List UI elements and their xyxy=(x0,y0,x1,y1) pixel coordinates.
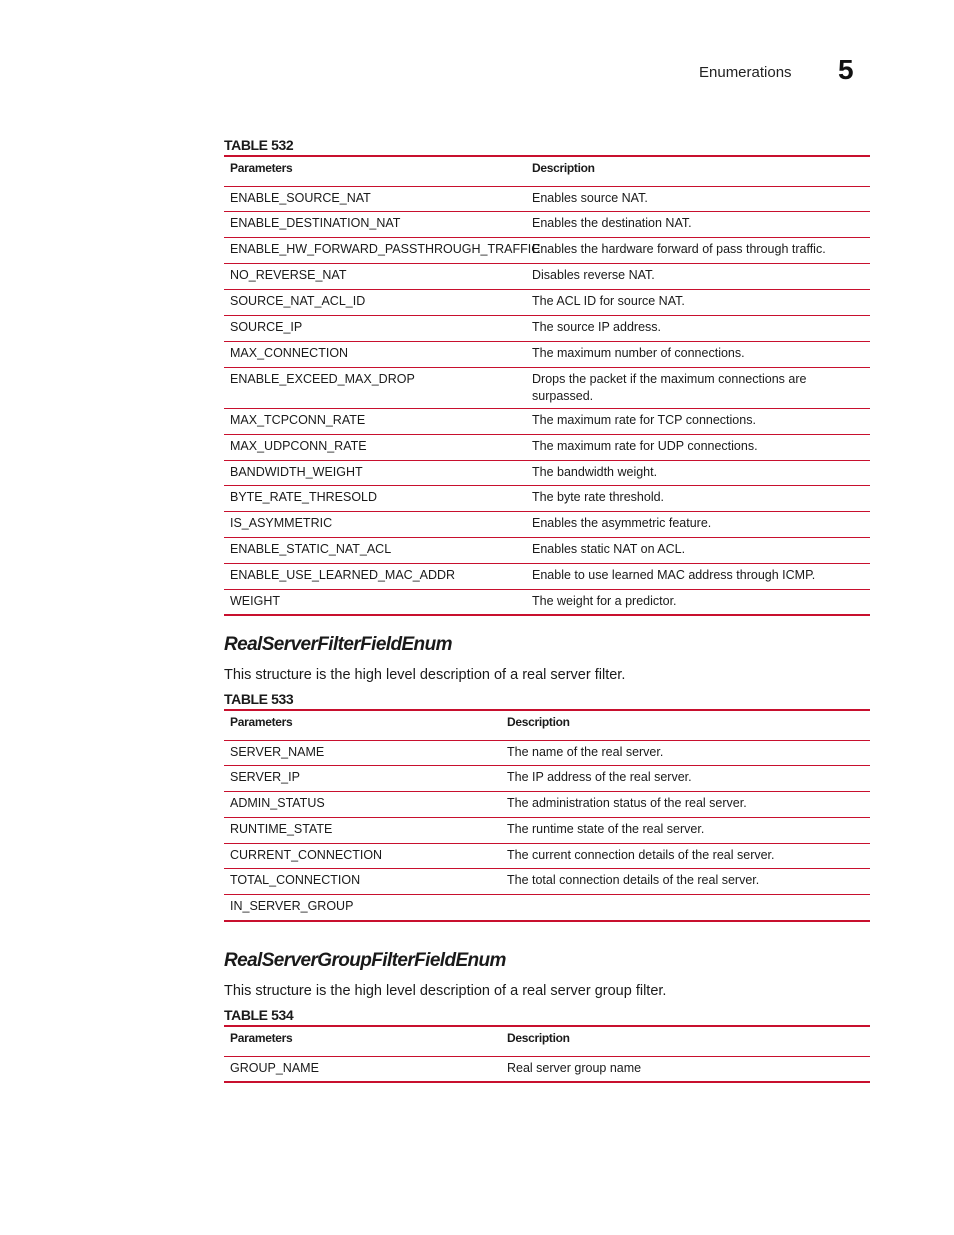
parameter-cell: BANDWIDTH_WEIGHT xyxy=(224,460,526,486)
table-row xyxy=(224,315,870,341)
table-row xyxy=(224,1056,870,1082)
table-row xyxy=(224,460,870,486)
parameter-cell: CURRENT_CONNECTION xyxy=(224,843,501,869)
table-row xyxy=(224,186,870,212)
parameter-cell: NO_REVERSE_NAT xyxy=(224,264,526,290)
parameter-cell: SERVER_IP xyxy=(224,766,501,792)
table-row xyxy=(224,589,870,615)
table-row xyxy=(224,212,870,238)
description-cell: The IP address of the real server. xyxy=(501,766,870,792)
description-cell: Drops the packet if the maximum connections are surpassed. xyxy=(526,367,870,408)
parameter-cell: SOURCE_NAT_ACL_ID xyxy=(224,290,526,316)
description-cell: The runtime state of the real server. xyxy=(501,817,870,843)
table-header-row xyxy=(224,1026,870,1056)
description-cell: Enables static NAT on ACL. xyxy=(526,538,870,564)
table-row xyxy=(224,408,870,434)
table-caption: TABLE 534 xyxy=(224,1007,294,1023)
section-heading: RealServerFilterFieldEnum xyxy=(224,634,452,655)
parameter-cell: IN_SERVER_GROUP xyxy=(224,895,501,921)
description-cell: The name of the real server. xyxy=(501,740,870,766)
description-cell: The maximum rate for UDP connections. xyxy=(526,434,870,460)
column-header-description: Description xyxy=(526,156,870,186)
description-cell: Disables reverse NAT. xyxy=(526,264,870,290)
column-header-parameters: Parameters xyxy=(224,710,501,740)
section-intro: This structure is the high level description of a real server filter. xyxy=(224,667,626,683)
table-row xyxy=(224,367,870,408)
description-cell: The administration status of the real server. xyxy=(501,792,870,818)
section-realserverfilterfieldenum xyxy=(224,631,870,922)
running-head: Enumerations xyxy=(699,64,792,81)
table-row xyxy=(224,486,870,512)
parameter-cell: TOTAL_CONNECTION xyxy=(224,869,501,895)
table-row xyxy=(224,538,870,564)
table-532 xyxy=(224,155,870,616)
column-header-parameters: Parameters xyxy=(224,1026,501,1056)
description-cell: Enables the asymmetric feature. xyxy=(526,512,870,538)
table-row xyxy=(224,817,870,843)
table-row xyxy=(224,792,870,818)
parameter-cell: WEIGHT xyxy=(224,589,526,615)
parameter-cell: MAX_CONNECTION xyxy=(224,341,526,367)
description-cell: The maximum number of connections. xyxy=(526,341,870,367)
description-cell: Real server group name xyxy=(501,1056,870,1082)
parameter-cell: ENABLE_USE_LEARNED_MAC_ADDR xyxy=(224,564,526,590)
description-cell: Enables the destination NAT. xyxy=(526,212,870,238)
parameter-cell: SERVER_NAME xyxy=(224,740,501,766)
table-row xyxy=(224,869,870,895)
section-realservergroupfilterfieldenum xyxy=(224,947,870,1083)
parameter-cell: ENABLE_EXCEED_MAX_DROP xyxy=(224,367,526,408)
parameter-cell: ENABLE_DESTINATION_NAT xyxy=(224,212,526,238)
table-row xyxy=(224,264,870,290)
table-row xyxy=(224,766,870,792)
description-cell: The bandwidth weight. xyxy=(526,460,870,486)
section-heading: RealServerGroupFilterFieldEnum xyxy=(224,950,506,971)
column-header-description: Description xyxy=(501,710,870,740)
table-caption: TABLE 533 xyxy=(224,691,294,707)
table-row xyxy=(224,238,870,264)
parameter-cell: RUNTIME_STATE xyxy=(224,817,501,843)
description-cell: Enables source NAT. xyxy=(526,186,870,212)
table-row xyxy=(224,290,870,316)
table-row xyxy=(224,895,870,921)
table-header-row xyxy=(224,710,870,740)
column-header-parameters: Parameters xyxy=(224,156,526,186)
parameter-cell: GROUP_NAME xyxy=(224,1056,501,1082)
table-532-block xyxy=(224,135,870,616)
parameter-cell: ENABLE_SOURCE_NAT xyxy=(224,186,526,212)
parameter-cell: BYTE_RATE_THRESOLD xyxy=(224,486,526,512)
section-intro: This structure is the high level description of a real server group filter. xyxy=(224,983,667,999)
description-cell: The source IP address. xyxy=(526,315,870,341)
table-row xyxy=(224,564,870,590)
table-header-row xyxy=(224,156,870,186)
description-cell xyxy=(501,895,870,921)
parameter-cell: SOURCE_IP xyxy=(224,315,526,341)
parameter-cell: IS_ASYMMETRIC xyxy=(224,512,526,538)
description-cell: The current connection details of the real server. xyxy=(501,843,870,869)
table-row xyxy=(224,341,870,367)
parameter-cell: MAX_UDPCONN_RATE xyxy=(224,434,526,460)
description-cell: The weight for a predictor. xyxy=(526,589,870,615)
description-cell: Enables the hardware forward of pass through traffic. xyxy=(526,238,870,264)
table-row xyxy=(224,843,870,869)
description-cell: The maximum rate for TCP connections. xyxy=(526,408,870,434)
table-534 xyxy=(224,1025,870,1083)
parameter-cell: ENABLE_STATIC_NAT_ACL xyxy=(224,538,526,564)
description-cell: Enable to use learned MAC address through ICMP. xyxy=(526,564,870,590)
parameter-cell: ADMIN_STATUS xyxy=(224,792,501,818)
table-row xyxy=(224,434,870,460)
table-row xyxy=(224,740,870,766)
parameter-cell: MAX_TCPCONN_RATE xyxy=(224,408,526,434)
table-caption: TABLE 532 xyxy=(224,137,294,153)
description-cell: The byte rate threshold. xyxy=(526,486,870,512)
parameter-cell: ENABLE_HW_FORWARD_PASSTHROUGH_TRAFFIC xyxy=(224,238,526,264)
description-cell: The total connection details of the real server. xyxy=(501,869,870,895)
column-header-description: Description xyxy=(501,1026,870,1056)
table-533 xyxy=(224,709,870,922)
description-cell: The ACL ID for source NAT. xyxy=(526,290,870,316)
chapter-number: 5 xyxy=(838,54,854,85)
table-row xyxy=(224,512,870,538)
